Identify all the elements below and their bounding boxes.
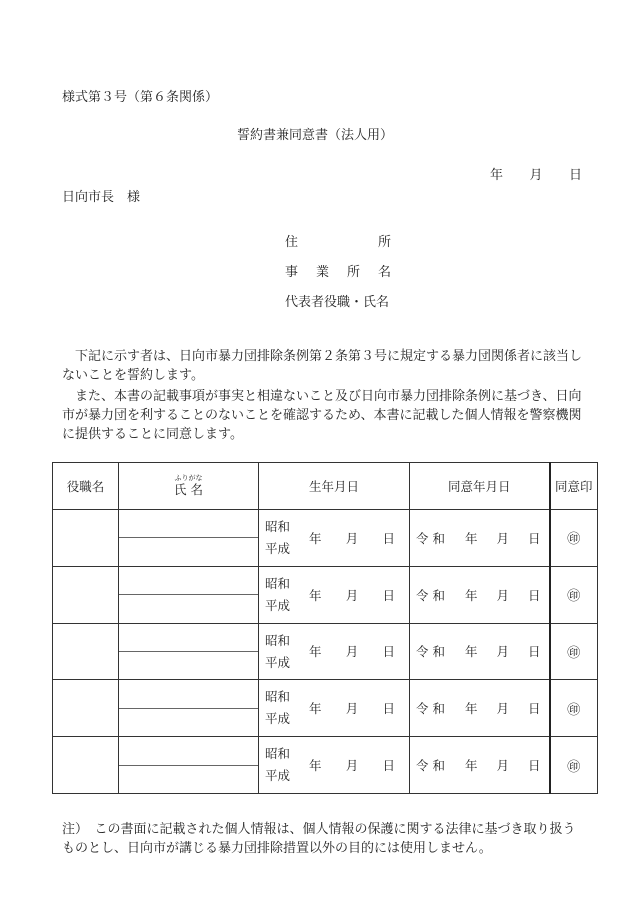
consent-year-label: 年 bbox=[465, 587, 478, 603]
consent-date-cell[interactable] bbox=[410, 680, 550, 737]
consent-month-label: 月 bbox=[496, 644, 509, 660]
birthdate-cell[interactable] bbox=[259, 566, 410, 623]
position-cell[interactable] bbox=[53, 737, 119, 794]
name-cell bbox=[119, 510, 259, 567]
consent-year-label: 年 bbox=[465, 758, 478, 774]
birthdate-cell[interactable] bbox=[259, 680, 410, 737]
consent-table bbox=[52, 462, 598, 794]
seal-icon: ㊞ bbox=[567, 589, 581, 605]
header-position: 役職名 bbox=[53, 463, 119, 510]
birth-year-label: 年 bbox=[309, 758, 322, 774]
birthdate-cell[interactable] bbox=[259, 510, 410, 567]
consent-date-cell[interactable] bbox=[410, 510, 550, 567]
name-cell bbox=[119, 623, 259, 680]
birth-month-label: 月 bbox=[345, 701, 359, 717]
era-heisei-label: 平成 bbox=[265, 768, 291, 784]
name-cell bbox=[119, 737, 259, 794]
header-name-label: 氏 名 bbox=[174, 482, 203, 497]
office-char-3: 所 bbox=[346, 265, 360, 280]
birthdate-cell[interactable] bbox=[259, 623, 410, 680]
name-furigana-field[interactable] bbox=[119, 737, 258, 765]
form-number: 様式第３号（第６条関係） bbox=[62, 90, 219, 105]
birth-day-label: 日 bbox=[382, 701, 395, 717]
table-row bbox=[53, 510, 598, 567]
signatory-representative-label: 代表者役職・氏名 bbox=[285, 295, 390, 310]
seal-icon: ㊞ bbox=[567, 532, 581, 548]
consent-day-label: 日 bbox=[527, 701, 541, 717]
birth-year-label: 年 bbox=[309, 587, 322, 603]
header-seal: 同意印 bbox=[550, 463, 598, 510]
consent-date-cell[interactable] bbox=[410, 623, 550, 680]
office-char-1: 事 bbox=[285, 265, 299, 280]
era-showa-label: 昭和 bbox=[265, 519, 291, 534]
era-showa-label: 昭和 bbox=[265, 746, 291, 762]
seal-cell[interactable] bbox=[550, 623, 598, 680]
birth-day-label: 日 bbox=[382, 587, 395, 603]
seal-icon: ㊞ bbox=[567, 759, 581, 775]
address-char-2: 所 bbox=[377, 235, 391, 250]
era-heisei-label: 平成 bbox=[265, 541, 291, 556]
pledge-paragraph: 下記に示す者は、日向市暴力団排除条例第２条第３号に規定する暴力団関係者に該当しないことを誓約します。 bbox=[62, 349, 583, 383]
era-reiwa-label: 令 和 bbox=[416, 644, 445, 660]
consent-month-label: 月 bbox=[496, 701, 509, 717]
table-row bbox=[53, 623, 598, 680]
office-char-2: 業 bbox=[315, 265, 329, 280]
name-field[interactable] bbox=[119, 766, 258, 793]
seal-cell[interactable] bbox=[550, 510, 598, 567]
header-consent-date: 同意年月日 bbox=[410, 463, 550, 510]
address-char-1: 住 bbox=[285, 235, 299, 250]
birth-month-label: 月 bbox=[345, 644, 359, 660]
table-row bbox=[53, 566, 598, 623]
seal-cell[interactable] bbox=[550, 737, 598, 794]
name-furigana-field[interactable] bbox=[119, 680, 258, 708]
birthdate-cell[interactable] bbox=[259, 737, 410, 794]
era-heisei-label: 平成 bbox=[265, 654, 291, 670]
name-furigana-field[interactable] bbox=[119, 567, 258, 595]
header-name bbox=[119, 463, 259, 510]
birth-year-label: 年 bbox=[309, 701, 322, 717]
consent-year-label: 年 bbox=[465, 530, 478, 546]
consent-day-label: 日 bbox=[527, 587, 541, 603]
birth-day-label: 日 bbox=[382, 644, 395, 660]
consent-paragraph: また、本書の記載事項が事実と相違ないこと及び日向市暴力団排除条例に基づき、日向市が暴力団を利することのないことを確認するため、本書に記載した個人情報を警察機関に提供することに同意します。 bbox=[62, 389, 582, 442]
birth-month-label: 月 bbox=[345, 530, 359, 546]
name-field[interactable] bbox=[119, 709, 258, 736]
name-furigana-field[interactable] bbox=[119, 510, 258, 538]
consent-year-label: 年 bbox=[465, 701, 478, 717]
name-cell bbox=[119, 680, 259, 737]
birth-month-label: 月 bbox=[345, 758, 359, 774]
era-heisei-label: 平成 bbox=[265, 597, 291, 613]
date-year-label: 年 bbox=[490, 168, 504, 183]
addressee: 日向市長 様 bbox=[62, 190, 141, 205]
date-line bbox=[490, 164, 582, 183]
consent-day-label: 日 bbox=[527, 758, 541, 774]
seal-icon: ㊞ bbox=[567, 645, 581, 661]
date-month-label: 月 bbox=[529, 168, 543, 183]
position-cell[interactable] bbox=[53, 510, 119, 567]
consent-date-cell[interactable] bbox=[410, 737, 550, 794]
position-cell[interactable] bbox=[53, 623, 119, 680]
privacy-note: 注） この書面に記載された個人情報は、個人情報の保護に関する法律に基づき取り扱うものとし、日向市が講じる暴力団排除措置以外の目的には使用しません。 bbox=[62, 822, 576, 856]
era-reiwa-label: 令 和 bbox=[416, 701, 445, 717]
birth-month-label: 月 bbox=[345, 587, 359, 603]
name-field[interactable] bbox=[119, 652, 258, 679]
name-furigana-field[interactable] bbox=[119, 624, 258, 652]
signatory-address-label bbox=[285, 231, 391, 250]
seal-cell[interactable] bbox=[550, 566, 598, 623]
name-field[interactable] bbox=[119, 595, 258, 622]
era-reiwa-label: 令 和 bbox=[416, 587, 445, 603]
position-cell[interactable] bbox=[53, 680, 119, 737]
header-name-ruby: ふりがな bbox=[174, 474, 203, 482]
consent-day-label: 日 bbox=[527, 530, 541, 546]
era-showa-label: 昭和 bbox=[265, 575, 291, 591]
document-title: 誓約書兼同意書（法人用） bbox=[236, 128, 393, 143]
consent-month-label: 月 bbox=[496, 758, 509, 774]
date-day-label: 日 bbox=[568, 168, 582, 183]
birth-day-label: 日 bbox=[382, 758, 395, 774]
era-heisei-label: 平成 bbox=[265, 711, 291, 727]
consent-year-label: 年 bbox=[465, 644, 478, 660]
era-reiwa-label: 令 和 bbox=[416, 530, 445, 546]
seal-icon: ㊞ bbox=[567, 702, 581, 718]
birth-year-label: 年 bbox=[309, 530, 322, 546]
signatory-office-label bbox=[285, 261, 391, 280]
consent-month-label: 月 bbox=[496, 530, 509, 546]
era-reiwa-label: 令 和 bbox=[416, 758, 445, 774]
consent-month-label: 月 bbox=[496, 587, 509, 603]
office-char-4: 名 bbox=[377, 265, 391, 280]
name-field[interactable] bbox=[119, 538, 258, 565]
consent-date-cell[interactable] bbox=[410, 566, 550, 623]
table-row bbox=[53, 737, 598, 794]
header-birthdate: 生年月日 bbox=[259, 463, 410, 510]
era-showa-label: 昭和 bbox=[265, 632, 291, 648]
seal-cell[interactable] bbox=[550, 680, 598, 737]
table-header-row bbox=[53, 463, 598, 510]
birth-day-label: 日 bbox=[382, 530, 395, 546]
position-cell[interactable] bbox=[53, 566, 119, 623]
table-row bbox=[53, 680, 598, 737]
era-showa-label: 昭和 bbox=[265, 689, 291, 705]
name-cell bbox=[119, 566, 259, 623]
consent-day-label: 日 bbox=[527, 644, 541, 660]
birth-year-label: 年 bbox=[309, 644, 322, 660]
